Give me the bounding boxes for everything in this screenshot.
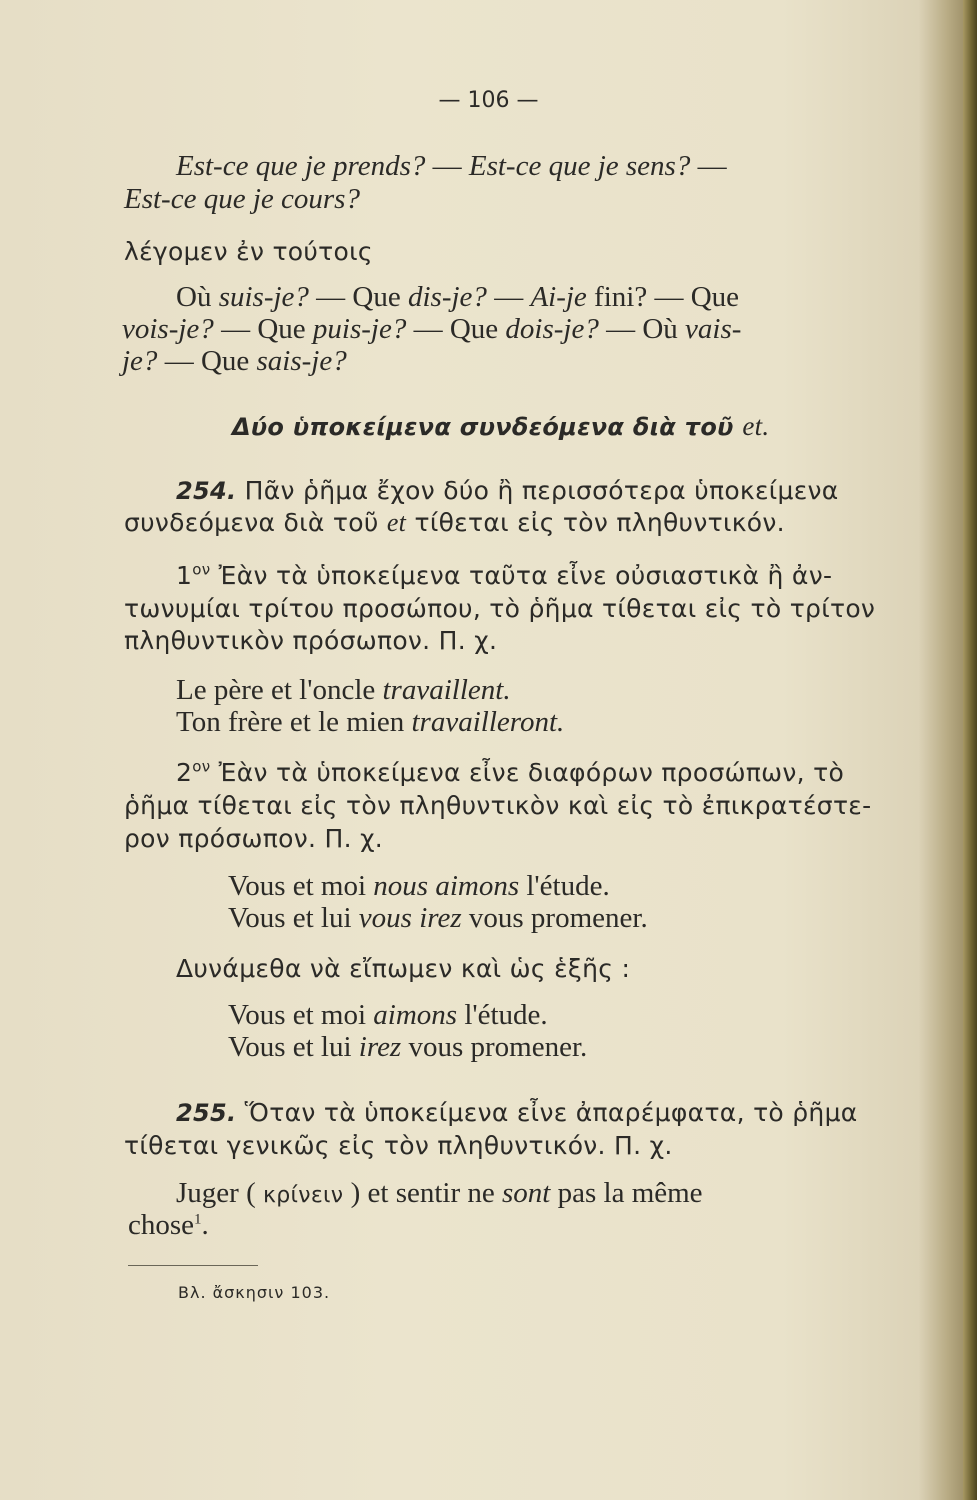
paragraph-254-line: συνδεόμενα διὰ τοῦ et τίθεται εἰς τὸν πληθυντικόν. (124, 508, 785, 537)
example-line: Vous et moi nous aimons l'étude. (228, 870, 610, 902)
paragraph-254-line: 254. Πᾶν ῥῆμα ἔχον δύο ἢ περισσότερα ὑποκείμενα (176, 476, 839, 505)
paragraph-number: 255. (176, 1099, 237, 1127)
example-line: Vous et moi aimons l'étude. (228, 999, 548, 1031)
example-line: Vous et lui irez vous promener. (228, 1031, 588, 1063)
example-line: Juger ( κρίνειν ) et sentir ne sont pas la même (176, 1177, 703, 1209)
footnote-marker: 1 (194, 1211, 202, 1228)
example-line: vois-je? — Que puis-je? — Que dois-je? — Où vais- (122, 313, 742, 345)
text-line: Δυνάμεθα νὰ εἴπωμεν καὶ ὡς ἑξῆς : (176, 954, 631, 983)
rule-2-line: ρον πρόσωπον. Π. χ. (124, 824, 384, 853)
text-line: λέγομεν ἐν τούτοις (124, 237, 373, 266)
rule-2-line: $2^{o\nu}$ Ἐὰν τὰ ὑποκείμενα εἶνε διαφόρων προσώπων, τὸ (176, 757, 845, 787)
paragraph-number: 254. (176, 477, 237, 505)
example-line: Est-ce que je prends? — Est-ce que je sens? — (176, 150, 727, 182)
footnote-divider (128, 1265, 258, 1266)
example-line: Est-ce que je cours? (124, 183, 360, 215)
section-heading: Δύο ὑποκείμενα συνδεόμενα διὰ τοῦ et. (232, 411, 770, 441)
example-line: Où suis-je? — Que dis-je? — Ai-je fini? — Que (176, 281, 740, 313)
paragraph-255-line: 255. Ὅταν τὰ ὑποκείμενα εἶνε ἀπαρέμφατα, τὸ ῥῆμα (176, 1098, 858, 1127)
example-line: Le père et l'oncle travaillent. (176, 674, 511, 706)
example-line: Ton frère et le mien travailleront. (176, 706, 565, 738)
rule-1-line: πληθυντικὸν πρόσωπον. Π. χ. (124, 626, 498, 655)
example-line: Vous et lui vous irez vous promener. (228, 902, 648, 934)
rule-2-line: ῥῆμα τίθεται εἰς τὸν πληθυντικὸν καὶ εἰς τὸ ἐπικρατέστε- (124, 791, 872, 820)
rule-1-line: τωνυμίαι τρίτου προσώπου, τὸ ῥῆμα τίθεται εἰς τὸ τρίτον (124, 594, 876, 623)
example-line: chose$^1$. (128, 1209, 209, 1241)
paragraph-255-line: τίθεται γενικῶς εἰς τὸν πληθυντικόν. Π. χ. (124, 1131, 673, 1160)
rule-1-line: $1^{o\nu}$ Ἐὰν τὰ ὑποκείμενα ταῦτα εἶνε οὐσιαστικὰ ἢ ἀν- (176, 560, 833, 590)
footnote: Βλ. ἄσκησιν 103. (178, 1283, 331, 1302)
page-number: — 106 — (438, 88, 539, 113)
example-line: je? — Que sais-je? (122, 345, 347, 377)
